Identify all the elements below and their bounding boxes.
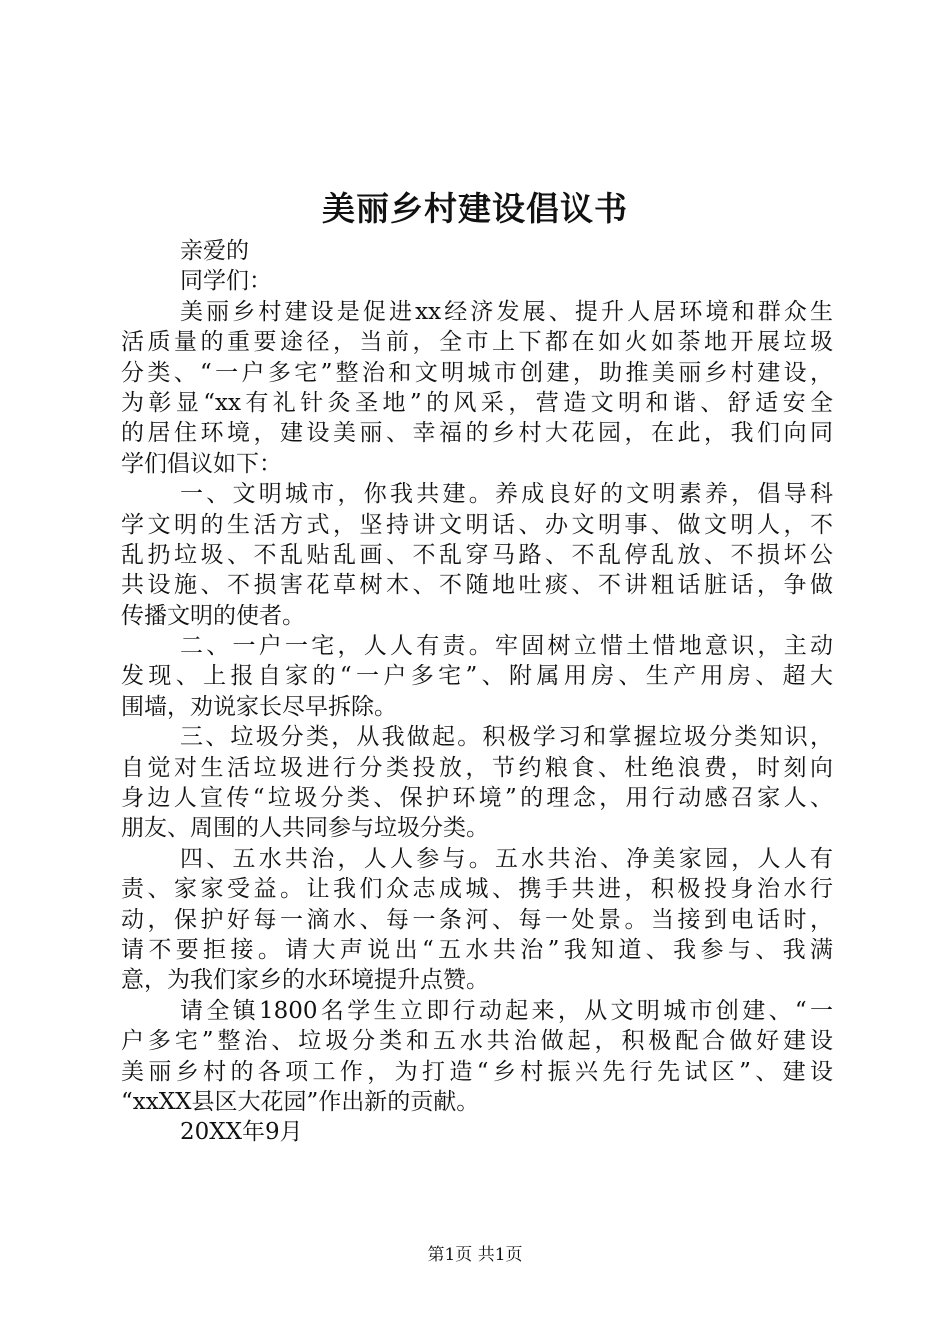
document-title: 美丽乡村建设倡议书 [322, 189, 628, 228]
text-line: 的居住环境，建设美丽、幸福的乡村大花园，在此，我们向同 [121, 420, 833, 447]
text-line: 请全镇1800名学生立即行动起来，从文明城市创建、“一 [180, 997, 833, 1024]
page-footer: 第1页 共1页 [427, 1245, 523, 1265]
text-line: 亲爱的 [180, 238, 249, 264]
text-line: 活质量的重要途径，当前，全市上下都在如火如荼地开展垃圾 [121, 329, 833, 356]
text-line: 户多宅”整治、垃圾分类和五水共治做起，积极配合做好建设 [121, 1028, 833, 1055]
text-line: 朋友、周围的人共同参与垃圾分类。 [121, 815, 489, 842]
text-line: 发现、上报自家的“一户多宅”、附属用房、生产用房、超大 [121, 663, 833, 690]
text-line: 责、家家受益。让我们众志成城、携手共进，积极投身治水行 [121, 876, 833, 903]
text-line: 传播文明的使者。 [121, 602, 305, 629]
text-line: 一、文明城市，你我共建。养成良好的文明素养，倡导科 [180, 481, 833, 508]
text-line: 共设施、不损害花草树木、不随地吐痰、不讲粗话脏话，争做 [121, 572, 833, 599]
text-line: 围墙，劝说家长尽早拆除。 [121, 693, 397, 720]
text-line: 自觉对生活垃圾进行分类投放，节约粮食、杜绝浪费，时刻向 [121, 754, 833, 781]
document-date: 20XX年9月 [180, 1119, 303, 1146]
text-line: 为彰显“xx有礼针灸圣地”的风采，营造文明和谐、舒适安全 [121, 389, 833, 416]
text-line: 身边人宣传“垃圾分类、保护环境”的理念，用行动感召家人、 [121, 785, 833, 812]
text-line: 乱扔垃圾、不乱贴乱画、不乱穿马路、不乱停乱放、不损坏公 [121, 541, 833, 568]
text-line: 动，保护好每一滴水、每一条河、每一处景。当接到电话时， [121, 906, 833, 933]
text-line: 四、五水共治，人人参与。五水共治、净美家园，人人有 [180, 845, 833, 872]
text-line: 学文明的生活方式，坚持讲文明话、办文明事、做文明人，不 [121, 511, 833, 538]
text-line: 同学们： [180, 268, 272, 295]
text-line: 美丽乡村的各项工作，为打造“乡村振兴先行先试区”、建设 [121, 1058, 833, 1085]
text-line: 请不要拒接。请大声说出“五水共治”我知道、我参与、我满 [121, 936, 833, 963]
text-line: 分类、“一户多宅”整治和文明城市创建，助推美丽乡村建设， [121, 359, 833, 386]
text-line: 学们倡议如下： [121, 450, 282, 477]
text-line: 意，为我们家乡的水环境提升点赞。 [121, 967, 489, 994]
text-line: 三、垃圾分类，从我做起。积极学习和掌握垃圾分类知识， [180, 724, 833, 751]
text-line: “xxXX县区大花园”作出新的贡献。 [121, 1088, 480, 1115]
text-line: 二、一户一宅，人人有责。牢固树立惜土惜地意识，主动 [180, 633, 833, 660]
document-body [121, 236, 833, 1148]
text-line: 美丽乡村建设是促进xx经济发展、提升人居环境和群众生 [180, 298, 833, 325]
